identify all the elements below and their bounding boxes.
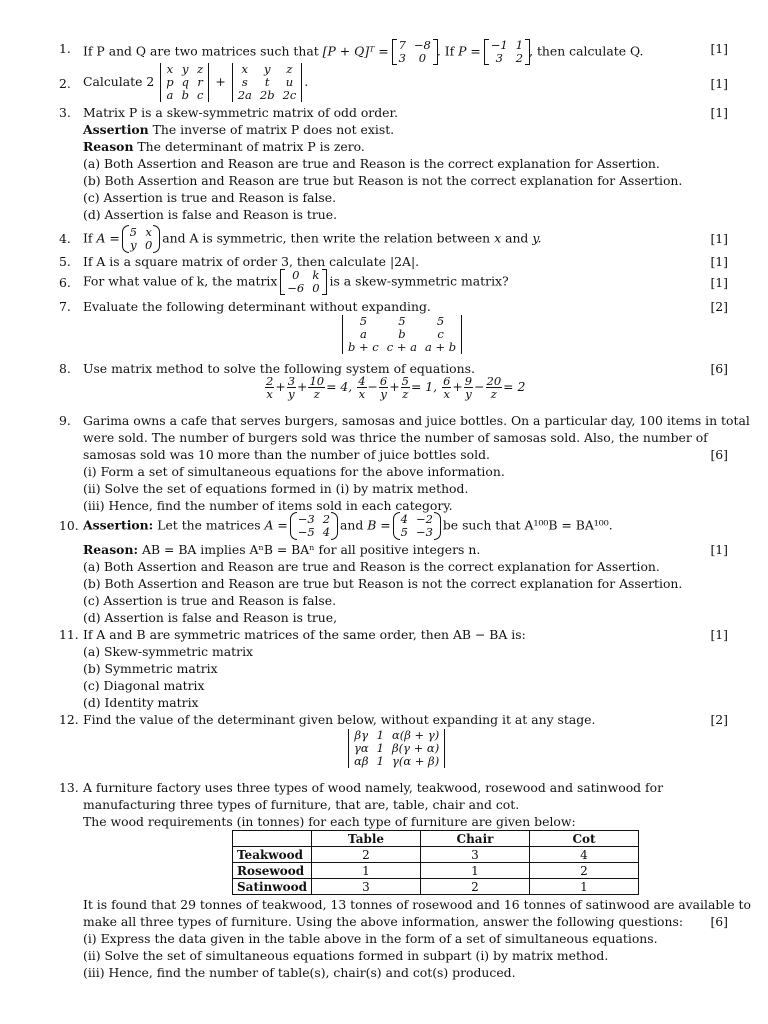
marks: [1]	[710, 254, 728, 269]
marks: [6]	[710, 914, 728, 929]
q1-p: P =	[458, 43, 481, 59]
matrix-a: 5 x y 0	[126, 226, 157, 252]
question-line: samosas sold was 10 more than the number of juice bottles sold.	[83, 447, 490, 462]
reason: Reason: AB = BA implies AⁿB = BAⁿ for all positive integers n.	[83, 542, 481, 557]
question-text: Calculate 2 x y z p q r a b c + x y z s t u 2a 2b 2c .	[83, 62, 309, 102]
marks: [1]	[710, 105, 728, 120]
assertion: Assertion: Let the matrices A = −3 2 −5 4 and B = 4 −2 5 −3 be such that A¹⁰⁰B = BA¹⁰⁰.	[83, 512, 613, 539]
column-header: Chair	[421, 831, 530, 847]
question-text: Evaluate the following determinant without expanding.	[83, 299, 431, 314]
option-b: (b) Symmetric matrix	[83, 661, 218, 676]
determinant: 5 5 5 a b c b + c c + a a + b	[340, 315, 464, 354]
determinant-1: x y z p q r a b c	[160, 63, 209, 102]
row-header: Teakwood	[233, 847, 312, 863]
reason: Reason The determinant of matrix P is zero.	[83, 139, 365, 154]
question-line: The wood requirements (in tonnes) for each type of furniture are given below:	[83, 814, 576, 829]
marks: [2]	[710, 712, 728, 727]
wood-requirements-table	[232, 830, 639, 895]
question-number: 12.	[59, 712, 79, 727]
question-number: 9.	[59, 413, 71, 428]
option-b: (b) Both Assertion and Reason are true but Reason is not the correct explanation for Assertion.	[83, 173, 683, 188]
question-text: For what value of k, the matrix 0 k −6 0 is a skew-symmetric matrix?	[83, 268, 509, 295]
marks: [1]	[710, 542, 728, 557]
marks: [6]	[710, 447, 728, 462]
table-header-row	[233, 831, 639, 847]
option-a: (a) Skew-symmetric matrix	[83, 644, 254, 659]
q2-text-a: Calculate 2	[83, 74, 155, 89]
question-number: 4.	[59, 231, 71, 246]
table-row: Teakwood 2 3 4	[233, 847, 639, 863]
subpart-i: (i) Express the data given in the table above in the form of a set of simultaneous equations.	[83, 931, 658, 946]
subpart-ii: (ii) Solve the set of equations formed in (i) by matrix method.	[83, 481, 469, 496]
determinant: βγ 1 α(β + γ) γα 1 β(γ + α) αβ 1 γ(α + β)	[346, 729, 447, 768]
question-line: were sold. The number of burgers sold was thrice the number of samosas sold. Also, the number of	[83, 430, 708, 445]
plus-sign: +	[215, 74, 226, 89]
subpart-i: (i) Form a set of simultaneous equations for the above information.	[83, 464, 505, 479]
option-a: (a) Both Assertion and Reason are true and Reason is the correct explanation for Assertion.	[83, 559, 660, 574]
option-a: (a) Both Assertion and Reason are true and Reason is the correct explanation for Assertion.	[83, 156, 660, 171]
question-text: If A is a square matrix of order 3, then calculate |2A|.	[83, 254, 420, 269]
question-number: 6.	[59, 275, 71, 290]
table-row: Rosewood 1 1 2	[233, 863, 639, 879]
assertion: Assertion The inverse of matrix P does not exist.	[83, 122, 395, 137]
question-line: It is found that 29 tonnes of teakwood, 13 tonnes of rosewood and 16 tonnes of satinwood are available to	[83, 897, 751, 912]
option-d: (d) Assertion is false and Reason is true.	[83, 207, 338, 222]
question-number: 10.	[59, 518, 79, 533]
question-number: 2.	[59, 76, 71, 91]
question-line: A furniture factory uses three types of wood namely, teakwood, rosewood and satinwood for	[83, 780, 663, 795]
matrix-k: 0 k −6 0	[283, 269, 323, 295]
marks: [1]	[710, 41, 728, 56]
option-d: (d) Identity matrix	[83, 695, 199, 710]
question-number: 7.	[59, 299, 71, 314]
column-header: Table	[312, 831, 421, 847]
row-header: Satinwood	[233, 879, 312, 895]
marks: [2]	[710, 299, 728, 314]
question-number: 13.	[59, 780, 79, 795]
marks: [1]	[710, 231, 728, 246]
question-line: make all three types of furniture. Using the above information, answer the following questions:	[83, 914, 684, 929]
question-text: Find the value of the determinant given below, without expanding it at any stage.	[83, 712, 596, 727]
question-text: If A and B are symmetric matrices of the same order, then AB − BA is:	[83, 627, 526, 642]
question-number: 3.	[59, 105, 71, 120]
row-header: Rosewood	[233, 863, 312, 879]
subpart-iii: (iii) Hence, find the number of table(s), chair(s) and cot(s) produced.	[83, 965, 516, 980]
question-number: 11.	[59, 627, 79, 642]
q1-text-a: If P and Q are two matrices such that	[83, 43, 319, 59]
marks: [1]	[710, 627, 728, 642]
subpart-iii: (iii) Hence, find the number of items sold in each category.	[83, 498, 453, 513]
option-c: (c) Assertion is true and Reason is false.	[83, 593, 337, 608]
matrix-p: −1 1 3 2	[487, 39, 527, 65]
marks: [1]	[710, 275, 728, 290]
question-line: manufacturing three types of furniture, that are, table, chair and cot.	[83, 797, 520, 812]
matrix-a: −3 2 −5 4	[294, 513, 334, 539]
question-number: 5.	[59, 254, 71, 269]
option-d: (d) Assertion is false and Reason is true,	[83, 610, 338, 625]
question-number: 1.	[59, 41, 71, 56]
question-number: 8.	[59, 361, 71, 376]
determinant-2: x y z s t u 2a 2b 2c	[232, 63, 303, 102]
matrix-b: 4 −2 5 −3	[397, 513, 437, 539]
question-line: Garima owns a cafe that serves burgers, samosas and juice bottles. On a particular day, 100 items in total	[83, 413, 750, 428]
matrix-pq: 7 −8 3 0	[395, 39, 435, 65]
option-c: (c) Assertion is true and Reason is false.	[83, 190, 337, 205]
option-c: (c) Diagonal matrix	[83, 678, 205, 693]
q1-text-b: . If	[436, 43, 455, 59]
question-text: If A = 5 x y 0 and A is symmetric, then write the relation between x and y.	[83, 225, 542, 252]
option-b: (b) Both Assertion and Reason are true but Reason is not the correct explanation for Assertion.	[83, 576, 683, 591]
column-header: Cot	[530, 831, 639, 847]
question-text: Matrix P is a skew-symmetric matrix of odd order.	[83, 105, 398, 120]
equation-system: $\frac{2}{x}$ + $\frac{3}{y}$ + $\frac{10}{z}$ = 4, $\frac{4}{x}$ − $\frac{6}{y}$ + $\frac{5}{z}$ = 1, $\frac{6}{x}$ + $\frac{9}{y}$ − $\frac{20}{z}$ = 2	[266, 374, 526, 401]
q1-expr: [P + Q]ᵀ =	[322, 43, 389, 59]
marks: [6]	[710, 361, 728, 376]
subpart-ii: (ii) Solve the set of simultaneous equations formed in subpart (i) by matrix method.	[83, 948, 609, 963]
marks: [1]	[710, 76, 728, 91]
q1-text-c: , then calculate Q.	[529, 43, 644, 59]
question-text: Use matrix method to solve the following system of equations.	[83, 361, 475, 376]
table-row: Satinwood 3 2 1	[233, 879, 639, 895]
